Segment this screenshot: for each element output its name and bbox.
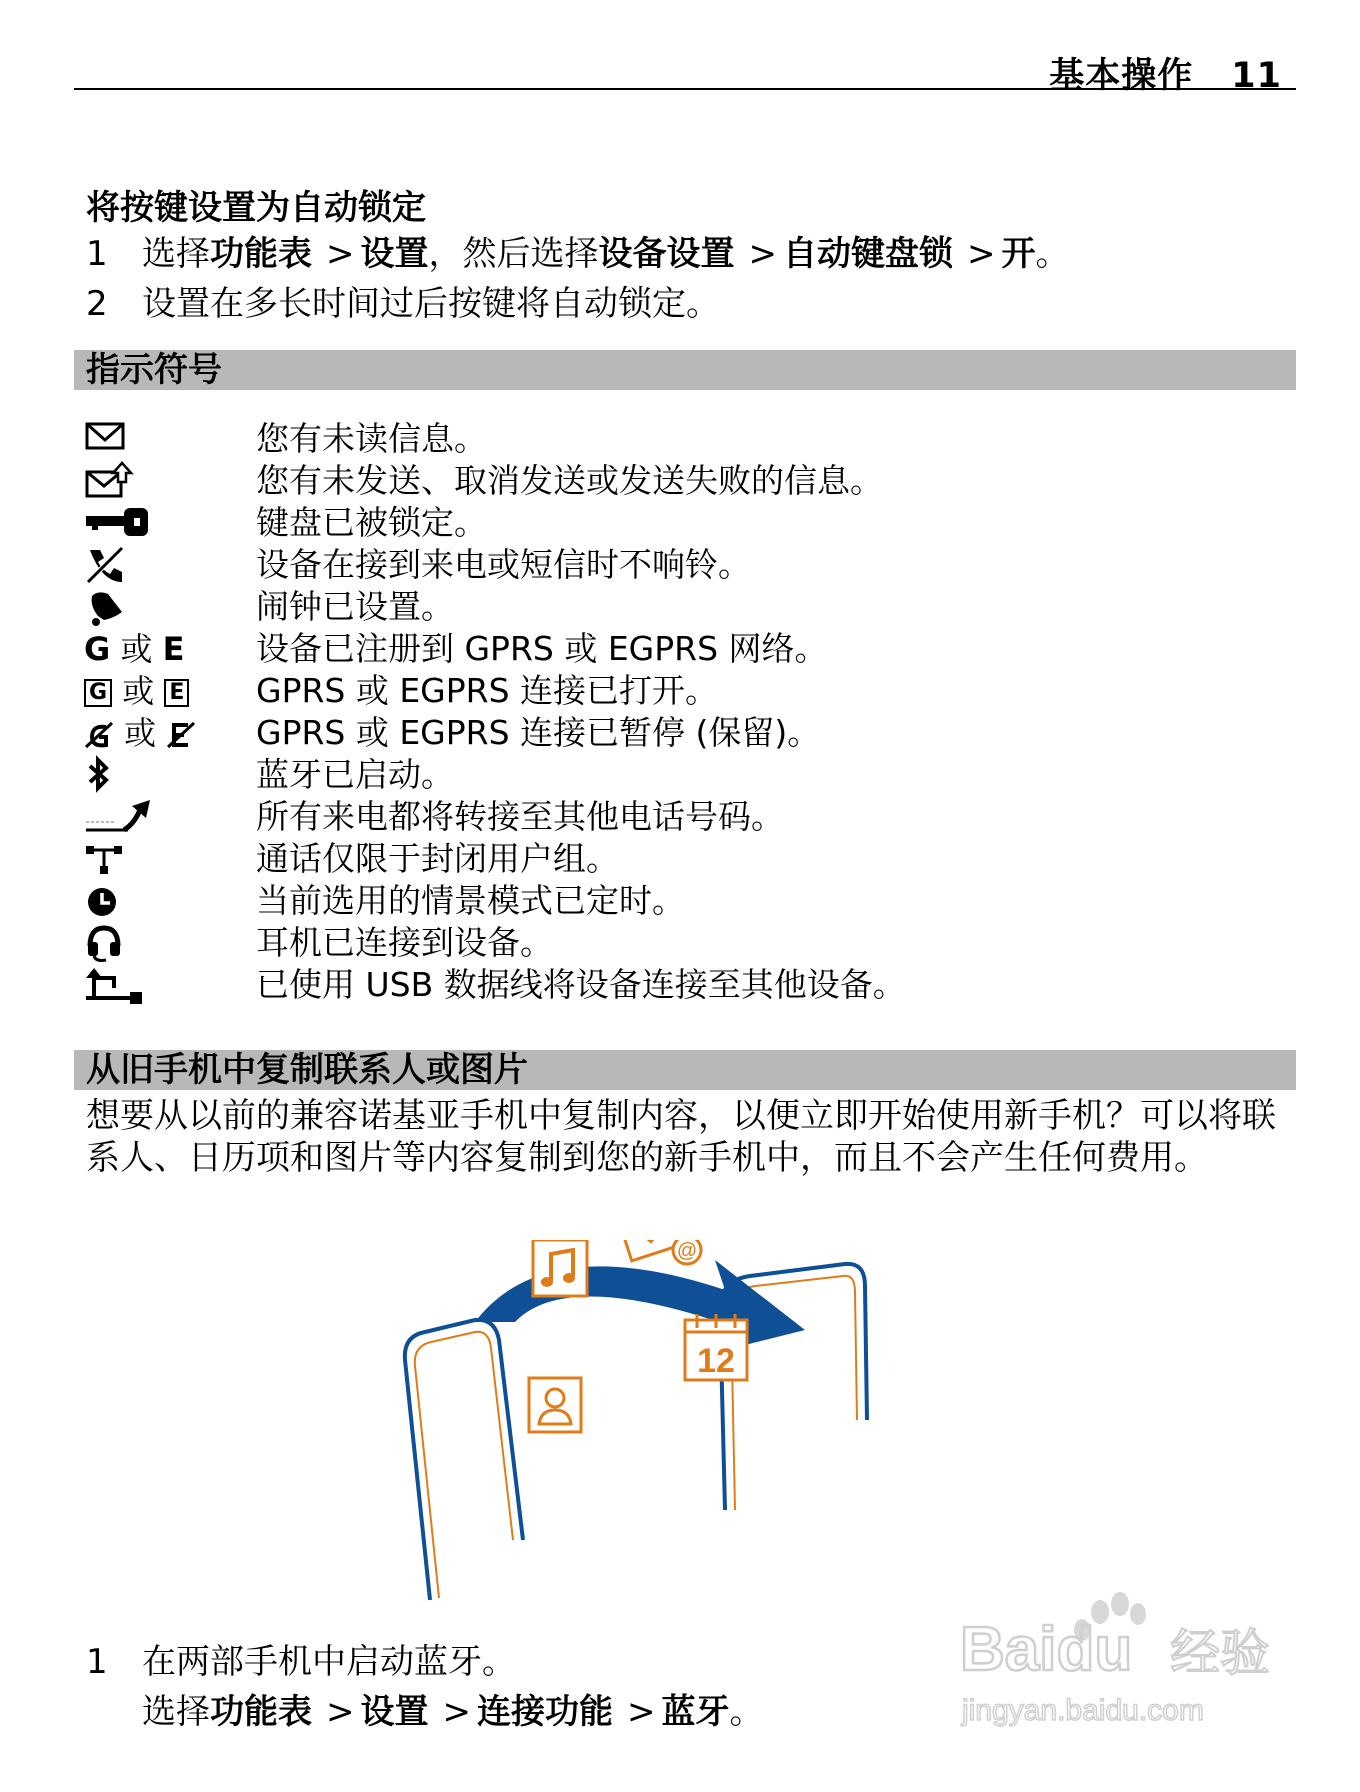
step-text: 选择 [142,234,210,274]
indicators-title: 指示符号 [86,350,222,390]
envelope-outbox-icon [84,460,254,502]
header-title [1049,48,1282,98]
arrow-separator: > [326,1692,355,1732]
menu-term: 功能表 [210,234,312,274]
calendar-icon [685,1314,747,1380]
closed-user-group-icon [84,838,254,880]
svg-text:@: @ [676,1240,698,1262]
autolock-step-2 [86,276,720,325]
indicator-text: 您有未发送、取消发送或发送失败的信息。 [256,461,883,500]
or-word: 或 [124,714,157,752]
watermark-url: jingyan.baidu.com [962,1694,1204,1727]
copy-paragraph: 想要从以前的兼容诺基亚手机中复制内容，以便立即开始使用新手机？可以将联系人、日历项和图片等内容复制到您的新手机中，而且不会产生任何费用。 [86,1096,1276,1178]
headset-icon [84,922,254,964]
copy-step-1 [86,1634,516,1683]
bluetooth-menu-path [142,1684,764,1733]
indicator-row [84,544,1284,586]
copy-header-bar [74,1050,1296,1090]
indicator-row [84,922,1284,964]
settings-term: 设置 [360,234,429,274]
copy-title: 从旧手机中复制联系人或图片 [86,1050,528,1090]
indicator-text: 您有未读信息。 [256,419,487,458]
indicator-row [84,670,1284,712]
egprs-e-glyph: E [162,630,185,668]
indicator-row [84,796,1284,838]
page-header [74,48,1296,96]
gprs-egprs-active-icon [84,670,254,712]
autolock-term: 自动键盘锁 [783,234,953,274]
indicator-text: 设备在接到来电或短信时不响铃。 [256,545,751,584]
contact-card-icon [529,1378,581,1432]
gprs-egprs-held-icon [84,712,254,754]
arrow-separator: > [967,234,996,274]
settings-term: 设置 [360,1692,429,1732]
indicators-header-bar [74,350,1296,390]
arrow-separator: > [442,1692,471,1732]
transfer-illustration [395,1240,985,1602]
indicator-row [84,838,1284,880]
step-text: 选择 [142,1692,210,1732]
device-settings-term: 设备设置 [598,234,735,274]
indicator-text: 当前选用的情景模式已定时。 [256,881,685,920]
indicator-text: 蓝牙已启动。 [256,755,454,794]
egprs-active-e-glyph: E [164,679,189,707]
indicator-row [84,586,1284,628]
indicator-row [84,628,1284,670]
key-icon [84,502,254,544]
step-text: 在两部手机中启动蓝牙。 [142,1642,516,1682]
arrow-separator: > [748,234,777,274]
step-text: ，然后选择 [428,234,599,274]
indicator-row [84,880,1284,922]
indicator-row [84,964,1284,1006]
egprs-held-icon [166,719,196,751]
connectivity-term: 连接功能 [477,1692,613,1732]
email-icon [621,1240,701,1264]
music-note-icon [533,1240,587,1296]
calendar-day: 12 [697,1342,735,1380]
gprs-active-g-glyph: G [84,679,112,707]
indicator-text: 键盘已被锁定。 [256,503,487,542]
step-number: 2 [86,284,108,324]
envelope-icon [84,418,254,460]
indicator-row [84,502,1284,544]
page-number: 11 [1231,56,1282,96]
step-number: 1 [86,234,108,274]
step-text: 。 [1035,234,1070,274]
on-term: 开 [1001,234,1036,274]
baidu-watermark [960,1590,1290,1740]
indicator-row [84,418,1284,460]
call-divert-icon [84,796,254,838]
indicator-text: GPRS 或 EGPRS 连接已暂停 (保留)。 [256,713,821,752]
indicator-text: GPRS 或 EGPRS 连接已打开。 [256,671,719,710]
indicator-text: 耳机已连接到设备。 [256,923,553,962]
step-text: 设置在多长时间过后按键将自动锁定。 [142,284,720,324]
gprs-held-icon [84,719,114,751]
menu-term: 功能表 [210,1692,312,1732]
indicator-text: 设备已注册到 GPRS 或 EGPRS 网络。 [256,629,828,668]
indicator-text: 通话仅限于封闭用户组。 [256,839,619,878]
chapter-title: 基本操作 [1049,56,1194,96]
indicator-text: 闹钟已设置。 [256,587,454,626]
watermark-brand-cn: 经验 [1170,1624,1270,1682]
indicator-text: 所有来电都将转接至其他电话号码。 [256,797,784,836]
usb-icon [84,964,254,1006]
bluetooth-term: 蓝牙 [661,1692,730,1732]
arrow-separator: > [326,234,355,274]
indicator-row [84,754,1284,796]
old-phone-outline [405,1320,523,1600]
or-word: 或 [120,630,153,668]
timed-profile-icon [84,880,254,922]
watermark-brand: Baidu [960,1615,1133,1684]
arrow-separator: > [627,1692,656,1732]
indicator-row [84,712,1284,754]
gprs-egprs-icon [84,628,254,670]
silent-phone-icon [84,544,254,586]
bluetooth-icon [84,754,254,796]
indicator-row [84,460,1284,502]
autolock-step-1 [86,226,1070,275]
step-number: 1 [86,1642,108,1682]
autolock-title: 将按键设置为自动锁定 [86,188,426,228]
indicator-text: 已使用 USB 数据线将设备连接至其他设备。 [256,965,906,1004]
alarm-bell-icon [84,586,254,628]
step-text: 。 [729,1692,764,1732]
or-word: 或 [122,672,155,710]
gprs-g-glyph: G [84,630,111,668]
